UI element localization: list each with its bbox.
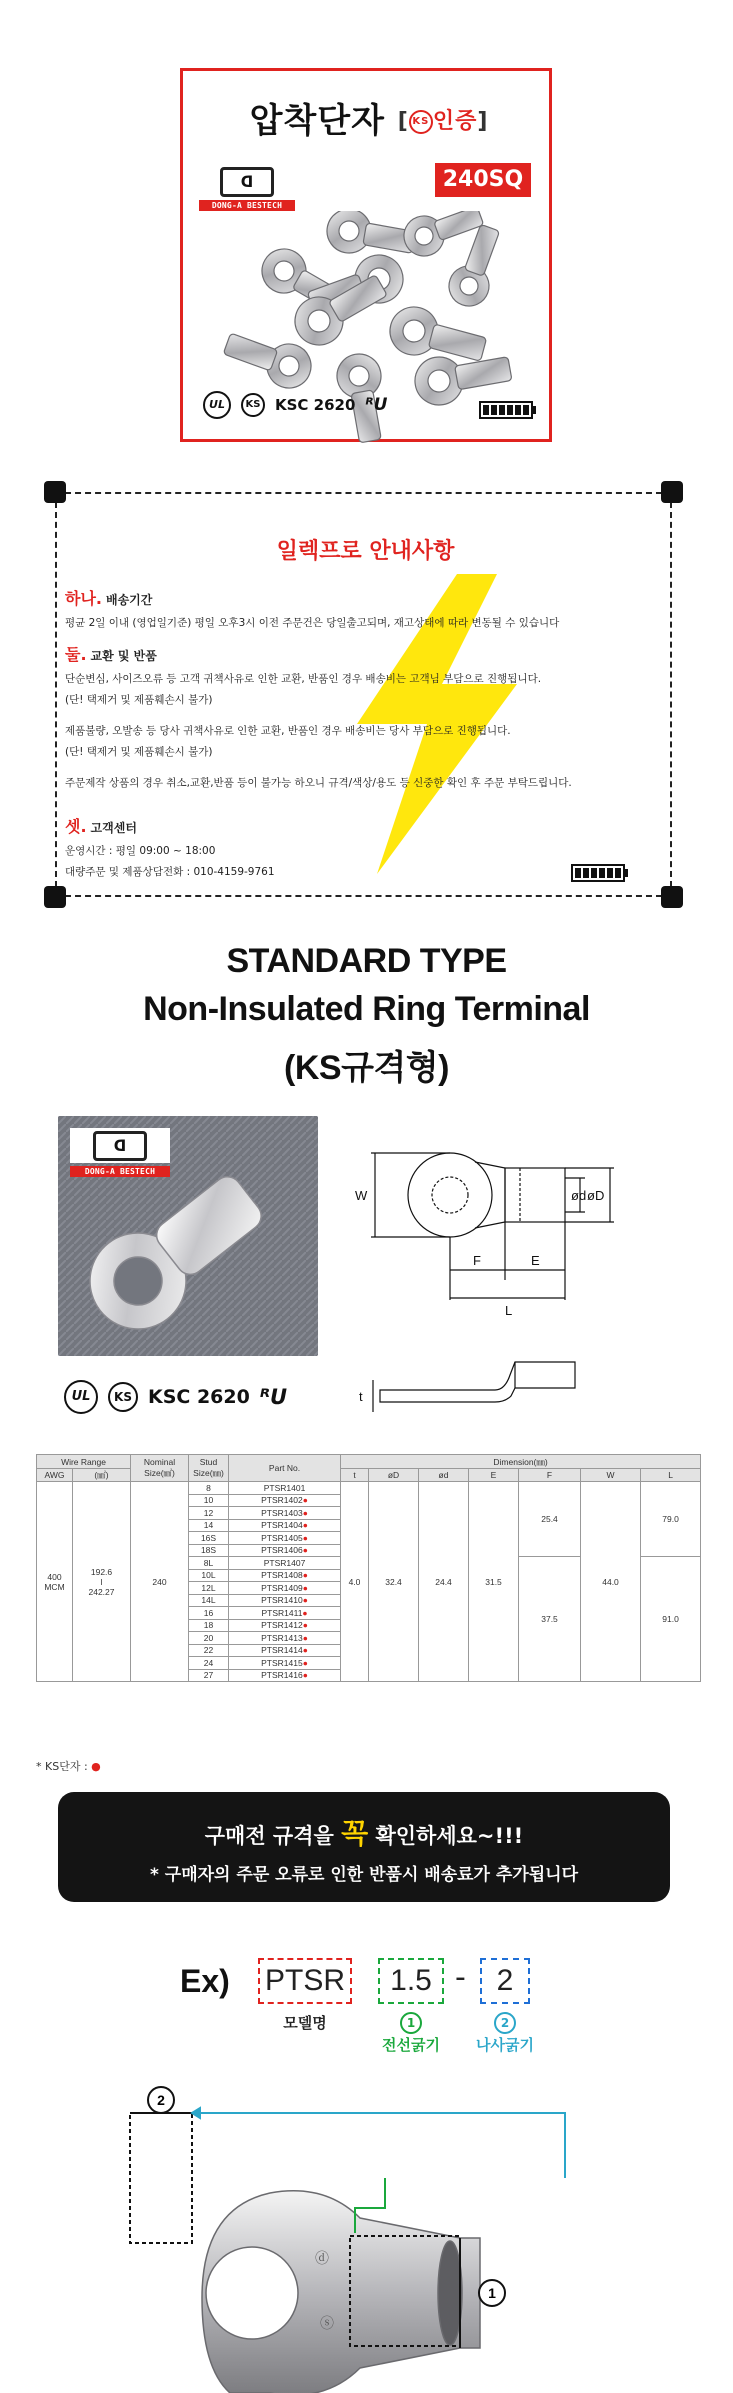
notice-box xyxy=(55,492,672,897)
ks-dot: ● xyxy=(302,1495,308,1506)
diagram-marker-2: 2 xyxy=(157,2092,165,2108)
cert-row xyxy=(203,391,387,419)
example-prefix: Ex) xyxy=(180,1963,230,1999)
bracket-open: [ xyxy=(397,109,409,134)
cell-mm2: 192.6 l 242.27 xyxy=(73,1482,131,1682)
terminal-example-image xyxy=(110,2048,610,2393)
cell-stud: 12 xyxy=(189,1507,229,1520)
cert-text: 인증 xyxy=(432,109,478,134)
notice-line: (단! 택제거 및 제품훼손시 불가) xyxy=(65,746,213,758)
wire-code-box: 1.5 xyxy=(378,1958,444,2004)
cell-stud: 8 xyxy=(189,1482,229,1495)
cell-stud: 18S xyxy=(189,1544,229,1557)
product-box xyxy=(180,68,552,442)
cell-D: 32.4 xyxy=(369,1482,419,1682)
cell-part: PTSR1408● xyxy=(229,1569,341,1582)
cell-F: 37.5 xyxy=(519,1557,581,1682)
ks-dot: ● xyxy=(302,1532,308,1543)
cell-stud: 10L xyxy=(189,1569,229,1582)
dimension-drawing xyxy=(355,1120,615,1420)
cell-stud: 8L xyxy=(189,1557,229,1570)
ks-dot: ● xyxy=(302,1620,308,1631)
ks-dot: ● xyxy=(302,1582,308,1593)
ks-legend: * KS단자 : ● xyxy=(36,1760,101,1773)
diagram-marker-1: 1 xyxy=(488,2285,496,2301)
spec-table xyxy=(36,1454,701,1682)
cell-stud: 14L xyxy=(189,1594,229,1607)
ur-icon: ᴿU xyxy=(365,395,388,415)
ks-cert-icon: KS xyxy=(409,110,433,134)
th-mm2: (㎟) xyxy=(73,1469,131,1482)
cell-stud: 22 xyxy=(189,1644,229,1657)
battery-icon xyxy=(479,401,536,419)
screw-code-box: 2 xyxy=(480,1958,530,2004)
svg-text:ⓢ: ⓢ xyxy=(320,2315,334,2331)
marker-2-icon: 2 xyxy=(494,2012,516,2034)
cell-part: PTSR1411● xyxy=(229,1607,341,1620)
ul-icon: UL xyxy=(64,1380,98,1414)
purchase-notice xyxy=(58,1792,670,1902)
purchase-notice-line2: * 구매자의 주문 오류로 인한 반품시 배송료가 추가됩니다 xyxy=(149,1865,579,1885)
th-wire-range: Wire Range xyxy=(37,1455,131,1469)
code-dash: - xyxy=(455,1960,466,1995)
cell-F: 25.4 xyxy=(519,1482,581,1557)
section-2-sub: 교환 및 반품 xyxy=(90,649,157,663)
notice-section-1 xyxy=(65,586,559,630)
heading-ks-standard: (KS규격형) xyxy=(284,1049,449,1087)
ks-dot: ● xyxy=(91,1760,101,1773)
ks-dot: ● xyxy=(302,1507,308,1518)
brand-logo-text: DONG-A BESTECH xyxy=(199,200,295,211)
product-title-text: 압착단자 xyxy=(249,101,385,141)
screw-label: 2 나사굵기 xyxy=(464,2012,546,2055)
section-1-sub: 배송기간 xyxy=(106,593,153,607)
da-logo-icon: ᗡ xyxy=(220,167,274,197)
notice-title: 일렉프로 안내사항 xyxy=(276,539,455,564)
svg-text:ⓓ: ⓓ xyxy=(315,2250,329,2266)
brand-logo xyxy=(199,167,295,211)
da-logo-icon: ᗡ xyxy=(93,1131,147,1161)
product-title xyxy=(183,93,555,142)
cell-stud: 18 xyxy=(189,1619,229,1632)
cell-L: 91.0 xyxy=(641,1557,701,1682)
cell-stud: 16 xyxy=(189,1607,229,1620)
section-3-head: 셋. xyxy=(65,817,87,836)
dim-label-e: E xyxy=(531,1253,540,1268)
corner-marker xyxy=(44,886,66,908)
th-E: E xyxy=(469,1469,519,1482)
notice-line: 제품불량, 오발송 등 당사 귀책사유로 인한 교환, 반품인 경우 배송비는 당사 부담으로 진행됩니다. xyxy=(65,725,511,737)
heading-standard-type: STANDARD TYPE xyxy=(226,942,507,980)
cell-part: PTSR1403● xyxy=(229,1507,341,1520)
cell-part: PTSR1406● xyxy=(229,1544,341,1557)
ul-icon: UL xyxy=(203,391,231,419)
cell-stud: 20 xyxy=(189,1632,229,1645)
cell-d: 24.4 xyxy=(419,1482,469,1682)
notice-line: 운영시간 : 평일 09:00 ~ 18:00 xyxy=(65,845,216,857)
model-code-box: PTSR xyxy=(258,1958,352,2004)
dim-label-f: F xyxy=(473,1253,481,1268)
section-1-head: 하나. xyxy=(65,589,102,608)
cell-part: PTSR1401 xyxy=(229,1482,341,1495)
cell-part: PTSR1410● xyxy=(229,1594,341,1607)
purchase-notice-line1: 구매전 규격을 꼭 확인하세요~!!! xyxy=(204,1817,524,1850)
notice-line: 단순변심, 사이즈오류 등 고객 귀책사유로 인한 교환, 반품인 경우 배송비는 고객님 부담으로 진행됩니다. xyxy=(65,673,542,685)
cert-row-2 xyxy=(64,1380,287,1414)
brand-logo-text: DONG-A BESTECH xyxy=(70,1166,170,1177)
cell-stud: 12L xyxy=(189,1582,229,1595)
model-label: 모델명 xyxy=(283,2014,327,2032)
highlight-word: 꼭 xyxy=(341,1817,369,1850)
th-stud: Stud Size(㎜) xyxy=(189,1455,229,1482)
ks-code: KSC 2620 xyxy=(148,1386,250,1408)
cell-stud: 24 xyxy=(189,1657,229,1670)
th-D: øD xyxy=(369,1469,419,1482)
ks-dot: ● xyxy=(302,1632,308,1643)
dim-label-w: W xyxy=(355,1188,368,1203)
notice-line: 주문제작 상품의 경우 취소,교환,반품 등이 불가능 하오니 규격/색상/용도 등 신중한 확인 후 주문 부탁드립니다. xyxy=(65,777,572,789)
section-2-head: 둘. xyxy=(65,645,87,664)
cell-W: 44.0 xyxy=(581,1482,641,1682)
ks-icon: KS xyxy=(241,393,265,417)
cell-stud: 14 xyxy=(189,1519,229,1532)
dim-label-l: L xyxy=(505,1303,513,1318)
cell-part: PTSR1413● xyxy=(229,1632,341,1645)
bracket-close: ] xyxy=(477,109,489,134)
cell-part: PTSR1402● xyxy=(229,1494,341,1507)
dim-label-D: øD xyxy=(587,1188,605,1203)
dim-label-t: t xyxy=(359,1389,363,1404)
corner-marker xyxy=(661,886,683,908)
notice-line: (단! 택제거 및 제품훼손시 불가) xyxy=(65,694,213,706)
size-badge: 240SQ xyxy=(435,163,531,197)
ks-icon: KS xyxy=(108,1382,138,1412)
cell-nominal: 240 xyxy=(131,1482,189,1682)
ks-dot: ● xyxy=(302,1520,308,1531)
notice-section-3 xyxy=(65,814,275,879)
cell-stud: 10 xyxy=(189,1494,229,1507)
section-3-sub: 고객센터 xyxy=(90,821,137,835)
cell-part: PTSR1416● xyxy=(229,1669,341,1682)
th-t: t xyxy=(341,1469,369,1482)
ks-dot: ● xyxy=(302,1607,308,1618)
ks-dot: ● xyxy=(302,1545,308,1556)
corner-marker xyxy=(661,481,683,503)
wire-label: 1 전선굵기 xyxy=(368,2012,454,2055)
marker-1-icon: 1 xyxy=(400,2012,422,2034)
th-dimension: Dimension(㎜) xyxy=(341,1455,701,1469)
brand-logo-2 xyxy=(70,1128,170,1177)
notice-line: 평균 2일 이내 (영업일기준) 평일 오후3시 이전 주문건은 당일출고되며, 재고상태에 따라 변동될 수 있습니다 xyxy=(65,617,560,629)
ks-code: KSC 2620 xyxy=(275,396,356,414)
cell-awg: 400 MCM xyxy=(37,1482,73,1682)
cell-part: PTSR1407 xyxy=(229,1557,341,1570)
cell-t: 4.0 xyxy=(341,1482,369,1682)
cell-part: PTSR1415● xyxy=(229,1657,341,1670)
cell-stud: 16S xyxy=(189,1532,229,1545)
heading-product-type: Non-Insulated Ring Terminal xyxy=(143,990,590,1028)
th-part: Part No. xyxy=(229,1455,341,1482)
th-awg: AWG xyxy=(37,1469,73,1482)
cell-L: 79.0 xyxy=(641,1482,701,1557)
cell-part: PTSR1404● xyxy=(229,1519,341,1532)
dim-label-d: ød xyxy=(571,1188,587,1203)
ks-dot: ● xyxy=(302,1645,308,1656)
cell-part: PTSR1405● xyxy=(229,1532,341,1545)
table-row xyxy=(37,1482,701,1495)
cell-part: PTSR1409● xyxy=(229,1582,341,1595)
ks-dot: ● xyxy=(302,1570,308,1581)
th-W: W xyxy=(581,1469,641,1482)
ks-dot: ● xyxy=(302,1595,308,1606)
cell-part: PTSR1414● xyxy=(229,1644,341,1657)
battery-icon xyxy=(571,864,628,882)
ks-dot: ● xyxy=(302,1670,308,1681)
corner-marker xyxy=(44,481,66,503)
cell-part: PTSR1412● xyxy=(229,1619,341,1632)
cell-stud: 27 xyxy=(189,1669,229,1682)
notice-line: 대량주문 및 제품상담전화 : 010-4159-9761 xyxy=(65,866,275,878)
th-d: ød xyxy=(419,1469,469,1482)
notice-section-2 xyxy=(65,642,572,790)
ks-dot: ● xyxy=(302,1657,308,1668)
th-nominal: Nominal Size(㎟) xyxy=(131,1455,189,1482)
th-L: L xyxy=(641,1469,701,1482)
th-F: F xyxy=(519,1469,581,1482)
cell-E: 31.5 xyxy=(469,1482,519,1682)
ur-icon: ᴿU xyxy=(259,1385,288,1409)
